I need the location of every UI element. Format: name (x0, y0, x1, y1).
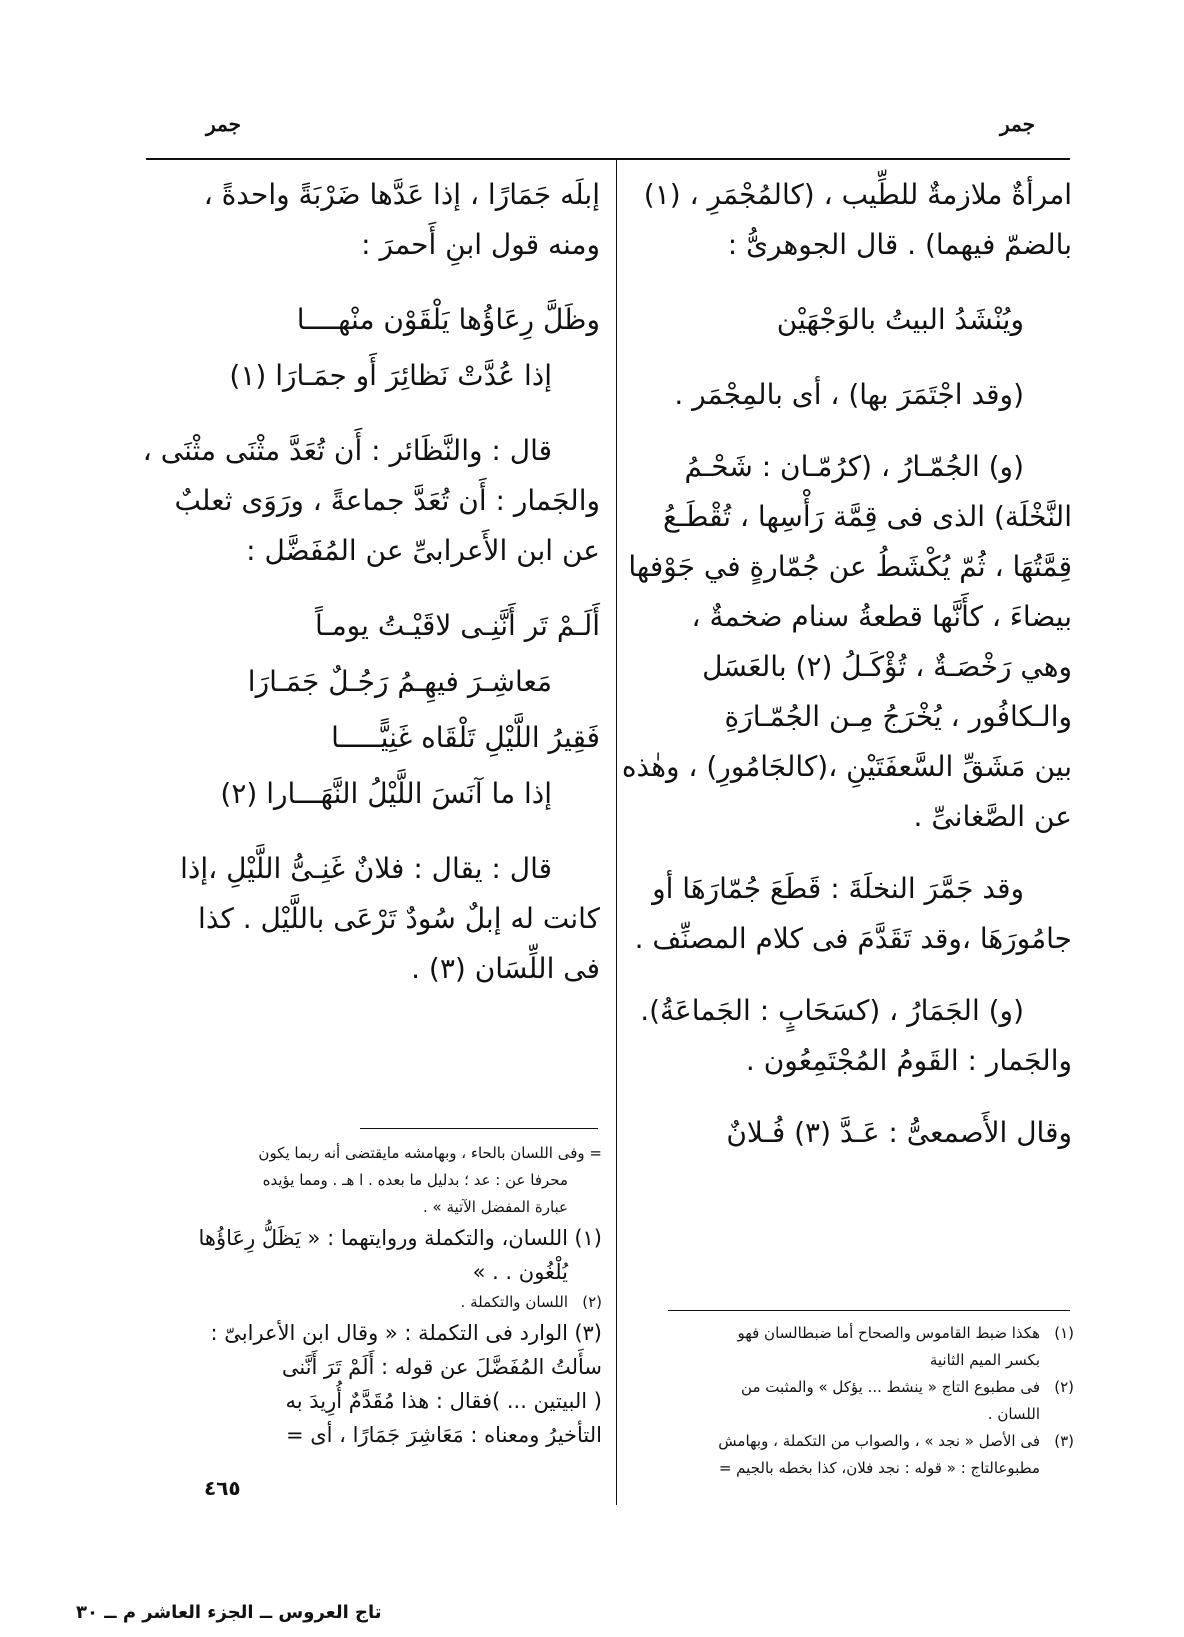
footnote-rule-left (360, 1128, 598, 1129)
text-line: عن الصَّغانىِّ . (913, 800, 1072, 833)
verse-line: أَلَـمْ تَر أَنَّنِـى لاقَيْـتُ يومـاً (314, 609, 600, 642)
text-line: بالضمّ فيهما) . قال الجوهرىُّ : (727, 228, 1072, 261)
footnote-3: (٣)فى الأصل « نجد » ، والصواب من التكملة ، وبهامش (718, 1432, 1074, 1450)
footnote-line: التأخيرُ ومعناه : مَعَاشِرَ جَمَارًا ، أى = (285, 1423, 602, 1447)
text-line: فى اللِّسَان (٣) . (411, 952, 600, 985)
verse-line: إذا ما آنَسَ اللَّيْلُ النَّهَـــارا (٢) (220, 777, 552, 810)
verse-line: فَقِيرُ اللَّيْلِ تَلْقَاه غَنِيًّـــــا (331, 721, 600, 754)
footnote-line: اللسان . (987, 1405, 1040, 1423)
text-line: النَّخْلَة) الذى فى قِمَّة رَأْسِها ، تُقْطَـعُ (663, 500, 1072, 533)
text-line: والـكافُور ، يُخْرَجُ مِـن الجُمّـارَةِ (724, 700, 1072, 733)
footnote-rule-right (668, 1310, 1070, 1311)
text-line: جامُورَهَا ،وقد تَقَدَّمَ فى كلام المصنِّف . (634, 922, 1072, 955)
text-line: (وقد اجْتَمَرَ بها) ، أى بالمِجْمَر . (674, 378, 1024, 411)
footnote-line: سأَلتُ المُفَضَّلَ عن قوله : أَلَمْ تَرَ أَنَّنى (281, 1355, 602, 1379)
footnote-line: يُلْغُون . . » (472, 1260, 568, 1284)
text-line: (و) الجُمّـارُ ، (كرُمّـان : شَحْـمُ (684, 450, 1024, 483)
footnote-continuation: = وفى اللسان بالحاء ، وبهامشه مايقتضى أنه ربما يكون (258, 1144, 602, 1162)
running-header-left: جمر (206, 112, 241, 136)
text-line: بيضاءَ ، كأَنَّها قطعةُ سنام ضخمةٌ ، (691, 600, 1072, 633)
footnote-line: بكسر الميم الثانية (929, 1351, 1040, 1369)
text-line: عن ابن الأَعرابىِّ عن المُفَضَّل : (246, 534, 600, 567)
left-column (142, 170, 600, 994)
footnote-line: محرفا عن : عد ؛ بدليل ما بعده . ا هـ . ومما يؤيده (262, 1171, 568, 1189)
text-line: ومنه قول ابنِ أَحمرَ : (361, 228, 600, 261)
text-line: ويُنْشَدُ البيتُ بالوَجْهَيْن (776, 303, 1024, 336)
text-line: وقال الأَصمعىُّ : عَـدَّ (٣) فُـلانٌ (726, 1116, 1072, 1149)
text-line: بين مَشَقِّ السَّعفَتَيْنِ ،(كالجَامُورِ) ، وهٰذه (621, 750, 1072, 783)
verse-line: مَعاشِـرَ فيهِـمُ رَجُـلٌ جَمَـارَا (247, 665, 552, 698)
verse-line: إذا عُدَّتْ نَظائِرَ أَو جمَـارَا (١) (229, 359, 552, 392)
footnote-1: (١)اللسان، والتكملة وروايتهما : « يَظَلُّ رِعَاؤُها (198, 1226, 602, 1250)
footnote-line: ( البيتين ... )فقال : هذا مُقَدَّمٌ أُرِيدَ به (285, 1389, 602, 1413)
footnote-2: (٢)فى مطبوع التاج « ينشط ... يؤكل » والمثبت من (741, 1378, 1074, 1396)
text-line: (و) الجَمَارُ ، (كسَحَابٍ : الجَماعَةُ). (640, 994, 1024, 1027)
footnotes-right (640, 1320, 1074, 1482)
text-line: وهي رَخْصَـةٌ ، تُؤْكَـلُ (٢) بالعَسَل (702, 650, 1072, 683)
text-line: قال : يقال : فلانٌ غَنِـىُّ اللَّيْلِ ،إذا (180, 852, 552, 885)
book-signature: تاج العروس ــ الجزء العاشر م ــ ٣٠ (76, 1602, 382, 1623)
text-line: كانت له إبلٌ سُودٌ تَرْعَى باللَّيْل . كذا (198, 902, 600, 935)
footnote-1: (١)هكذا ضبط القاموس والصحاح أما ضبطالسان فهو (737, 1324, 1074, 1342)
footnote-line: مطبوعالتاج : « قوله : نجد فلان، كذا بخطه بالجيم = (718, 1459, 1040, 1477)
footnote-3: (٣)الوارد فى التكملة : « وقال ابن الأعرابىّ : (210, 1321, 602, 1345)
text-line: وقد جَمَّرَ النخلَةَ : قَطَعَ جُمّارَهَا أو (652, 872, 1024, 905)
verse-line: وظَلَّ رِعَاؤُها يَلْقَوْن منْهــــا (296, 303, 600, 336)
footnote-line: عبارة المفضل الآتية » . (423, 1198, 568, 1216)
text-line: امرأةٌ ملازمةٌ للطِّيب ، (كالمُجْمَرِ ، (١) (643, 178, 1072, 211)
text-line: إبلَه جَمَارًا ، إذا عَدَّها ضَرْبَةً واحدةً ، (203, 178, 600, 211)
text-line: والجَمار : أَن تُعَدَّ جماعةً ، ورَوَى ثعلبٌ (174, 484, 600, 517)
header-rule (146, 158, 1070, 160)
text-line: قال : والنَّظَائر : أَن تُعَدَّ مثْنَى مثْنَى ، (142, 434, 552, 467)
footnotes-left (146, 1140, 602, 1452)
running-header-right: جمر (1000, 112, 1035, 136)
column-divider (616, 160, 617, 1505)
text-line: والجَمار : القَومُ المُجْتَمِعُون . (745, 1044, 1072, 1077)
page-number: ٤٦٥ (204, 1476, 241, 1500)
right-column (621, 170, 1072, 1158)
footnote-2: (٢)اللسان والتكملة . (460, 1293, 602, 1311)
text-line: قِمَّتُهَا ، ثُمّ يُكْشَطُ عن جُمّارةٍ في جَوْفها (628, 550, 1072, 583)
